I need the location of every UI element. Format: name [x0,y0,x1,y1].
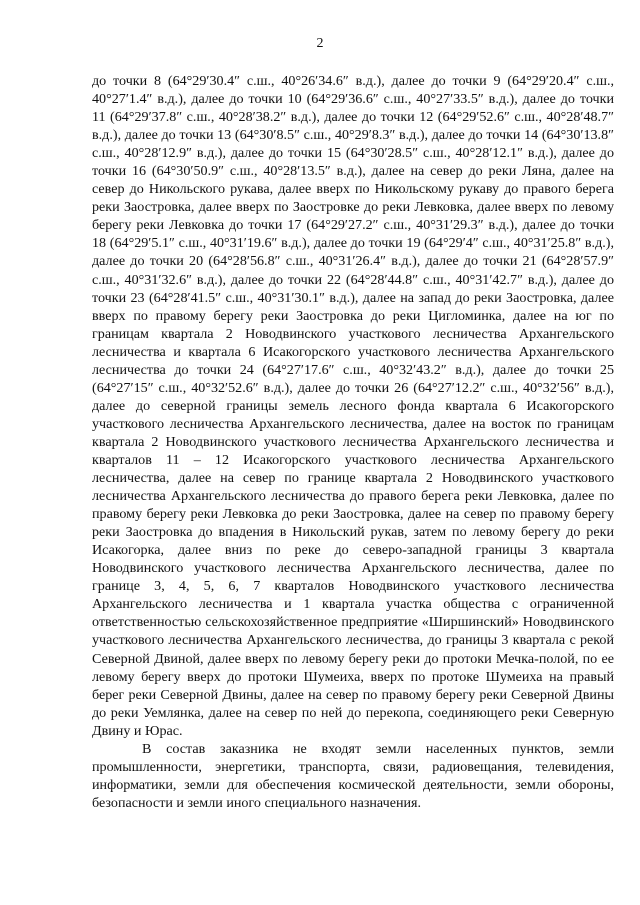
page-number: 2 [316,36,324,51]
boundary-description-paragraph: до точки 8 (64°29′30.4″ с.ш., 40°26′34.6″ в.д.), далее до точки 9 (64°29′20.4″ с.ш., 40°27′1.4″ в.д.), далее до точки 10 (64°29′36.6″ с.ш., 40°27′33.5″ в.д.), далее до точки 11 (64°29′37.8″ с.ш., 40°28′38.2″ в.д.), далее до точки 12 (64°29′52.6″ с.ш., 40°28′48.7″ в.д.), далее до точки 13 (64°30′8.5″ с.ш., 40°29′8.3″ в.д.), далее до точки 14 (64°30′13.8″ с.ш., 40°28′12.9″ в.д.), далее до точки 15 (64°30′28.5″ с.ш., 40°28′12.1″ в.д.), далее до точки 16 (64°30′50.9″ с.ш., 40°28′13.5″ в.д.), далее на север до реки Ляна, далее на север до Никольского рукава, далее вверх по Никольскому рукаву до правого берега реки Заостровка, далее вверх по Заостровке до реки Левковка, далее вверх по левому берегу реки Левковка до точки 17 (64°29′27.2″ с.ш., 40°31′29.3″ в.д.), далее до точки 18 (64°29′5.1″ с.ш., 40°31′19.6″ в.д.), далее до точки 19 (64°29′4″ с.ш., 40°31′25.8″ в.д.), далее до точки 20 (64°28′56.8″ с.ш., 40°31′26.4″ в.д.), далее до точки 21 (64°28′57.9″ с.ш., 40°31′32.6″ в.д.), далее до точки 22 (64°28′44.8″ с.ш., 40°31′42.7″ в.д.), далее до точки 23 (64°28′41.5″ с.ш., 40°31′30.1″ в.д.), далее на запад до реки Заостровка, далее вверх по правому берегу реки Заостровка до реки Цигломинка, далее на юг по границам квартала 2 Новодвинского участкового лесничества Архангельского лесничества и квартала 6 Исакогорского участкового лесничества Архангельского лесничества до точки 24 (64°27′17.6″ с.ш., 40°32′43.2″ в.д.), далее до точки 25 (64°27′15″ с.ш., 40°32′52.6″ в.д.), далее до точки 26 (64°27′12.2″ с.ш., 40°32′56″ в.д.), далее до северной границы земель лесного фонда квартала 6 Исакогорского участкового лесничества Архангельского лесничества, далее на восток по границам квартала 2 Новодвинского участкового лесничества Архангельского лесничества и кварталов 11 – 12 Исакогорского участкового лесничества Архангельского лесничества, далее на север по границе квартала 2 Новодвинского участкового лесничества Архангельского лесничества до правого берега реки Левковка, далее по правому берегу реки Левковка до реки Заостровка, далее на север по правому берегу реки Заостровка до впадения в Никольский рукав, затем по левому берегу до реки Исакогорка, далее вниз по реке до северо-западной границы 3 квартала Новодвинского участкового лесничества Архангельского лесничества, далее по границе 3, 4, 5, 6, 7 кварталов Новодвинского участкового лесничества Архангельского лесничества и 1 квартала участка общества с ограниченной ответственностью сельскохозяйственное предприятие «Ширшинский» Новодвинского участкового лесничества Архангельского лесничества, до границы 3 квартала с рекой Северной Двиной, далее вверх по левому берегу реки до протоки Мечка-полой, по ее левому берегу вверх до протоки Шумеиха, вверх по протоке Шумеиха на правый берег реки Северной Двины, далее на север по правому берегу реки Северной Двины до реки Уемлянка, далее на север по ней до перекопа, соединяющего реки Северную Двину и Юрас. [92,73,614,739]
exclusions-paragraph: В состав заказника не входят земли населенных пунктов, земли промышленности, энергетики, транспорта, связи, радиовещания, телевидения, информатики, земли для обеспечения космической деятельности, земли обороны, безопасности и земли иного специального назначения. [92,740,614,811]
document-body [92,72,614,812]
